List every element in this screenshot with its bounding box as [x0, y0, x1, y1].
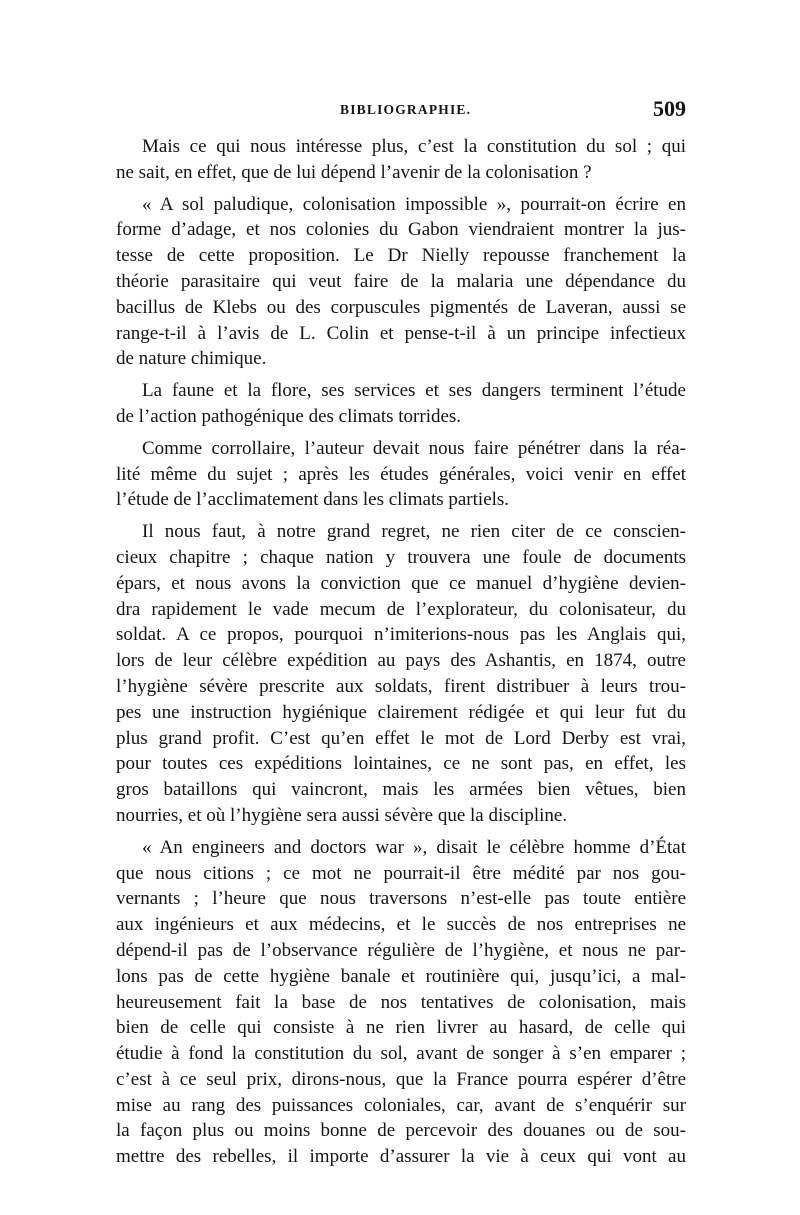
text-line: dra rapidement le vade mecum de l’explorateur, du colonisateur, du — [116, 598, 686, 620]
text-line: dépend-il pas de l’observance régulière de l’hygiène, et nous ne par- — [116, 939, 686, 961]
paragraph — [116, 835, 686, 1170]
text-line: nourries, et où l’hygiène sera aussi sévère que la discipline. — [116, 804, 568, 826]
body-text — [116, 134, 686, 1176]
text-line: « An engineers and doctors war », disait le célèbre homme d’État — [142, 836, 686, 858]
text-line: La faune et la flore, ses services et ses dangers terminent l’étude — [142, 380, 686, 402]
text-line: c’est à ce seul prix, dirons-nous, que la France pourra espérer d’être — [116, 1068, 686, 1090]
text-line: plus grand profit. C’est qu’en effet le mot de Lord Derby est vrai, — [116, 727, 686, 749]
text-line: de nature chimique. — [116, 348, 267, 370]
text-line: Mais ce qui nous intéresse plus, c’est la constitution du sol ; qui — [142, 136, 686, 157]
text-line: de l’action pathogénique des climats torrides. — [116, 405, 462, 427]
paragraph — [116, 436, 686, 513]
paragraph — [116, 519, 686, 829]
text-line: vernants ; l’heure que nous traversons n’est-elle pas toute entière — [116, 888, 686, 910]
text-line: lors de leur célèbre expédition au pays des Ashantis, en 1874, outre — [116, 650, 686, 672]
text-line: l’étude de l’acclimatement dans les climats partiels. — [116, 489, 510, 511]
text-line: théorie parasitaire qui veut faire de la malaria une dépendance du — [116, 270, 686, 292]
text-line: gros bataillons qui vaincront, mais les armées bien vêtues, bien — [116, 779, 686, 801]
paragraph — [116, 134, 686, 186]
text-line: Il nous faut, à notre grand regret, ne rien citer de ce conscien- — [142, 521, 686, 543]
text-line: bacillus de Klebs ou des corpuscules pigmentés de Laveran, aussi se — [116, 296, 686, 318]
text-line: « A sol paludique, colonisation impossible », pourrait-on écrire en — [142, 193, 686, 215]
page-header — [116, 96, 686, 126]
text-line: mettre des rebelles, il importe d’assurer la vie à ceux qui vont au — [116, 1146, 686, 1168]
text-line: pour toutes ces expéditions lointaines, ce ne sont pas, en effet, les — [116, 753, 686, 775]
text-line: bien de celle qui consiste à ne rien livrer au hasard, de celle qui — [116, 1017, 686, 1039]
paragraph — [116, 378, 686, 430]
text-line: aux ingénieurs et aux médecins, et le succès de nos entreprises ne — [116, 914, 686, 936]
text-line: que nous citions ; ce mot ne pourrait-il être médité par nos gou- — [116, 862, 686, 884]
text-line: épars, et nous avons la conviction que ce manuel d’hygiène devien- — [116, 572, 686, 594]
text-line: pes une instruction hygiénique clairement rédigée et qui leur fut du — [116, 701, 686, 723]
text-line: heureusement fait la base de nos tentatives de colonisation, mais — [116, 991, 686, 1013]
text-line: ne sait, en effet, que de lui dépend l’avenir de la colonisation ? — [116, 161, 592, 183]
text-line: lité même du sujet ; après les études générales, voici venir en effet — [116, 463, 686, 485]
text-line: range-t-il à l’avis de L. Colin et pense-t-il à un principe infectieux — [116, 322, 686, 344]
text-line: forme d’adage, et nos colonies du Gabon viendraient montrer la jus- — [116, 219, 686, 241]
text-line: lons pas de cette hygiène banale et routinière qui, jusqu’ici, a mal- — [116, 965, 686, 987]
text-line: soldat. A ce propos, pourquoi n’imiterions-nous pas les Anglais qui, — [116, 624, 686, 646]
running-title: BIBLIOGRAPHIE. — [340, 102, 472, 117]
text-line: étudie à fond la constitution du sol, avant de songer à s’en emparer ; — [116, 1043, 686, 1065]
text-line: la façon plus ou moins bonne de percevoir des douanes ou de sou- — [116, 1120, 686, 1142]
text-line: Comme corrollaire, l’auteur devait nous faire pénétrer dans la réa- — [142, 437, 686, 459]
text-line: mise au rang des puissances coloniales, car, avant de s’enquérir sur — [116, 1094, 686, 1116]
text-line: l’hygiène sévère prescrite aux soldats, firent distribuer à leurs trou- — [116, 675, 686, 697]
text-line: tesse de cette proposition. Le Dr Nielly repousse franchement la — [116, 245, 686, 267]
text-line: cieux chapitre ; chaque nation y trouvera une foule de documents — [116, 546, 686, 568]
page-number: 509 — [653, 96, 686, 121]
paragraph — [116, 192, 686, 373]
